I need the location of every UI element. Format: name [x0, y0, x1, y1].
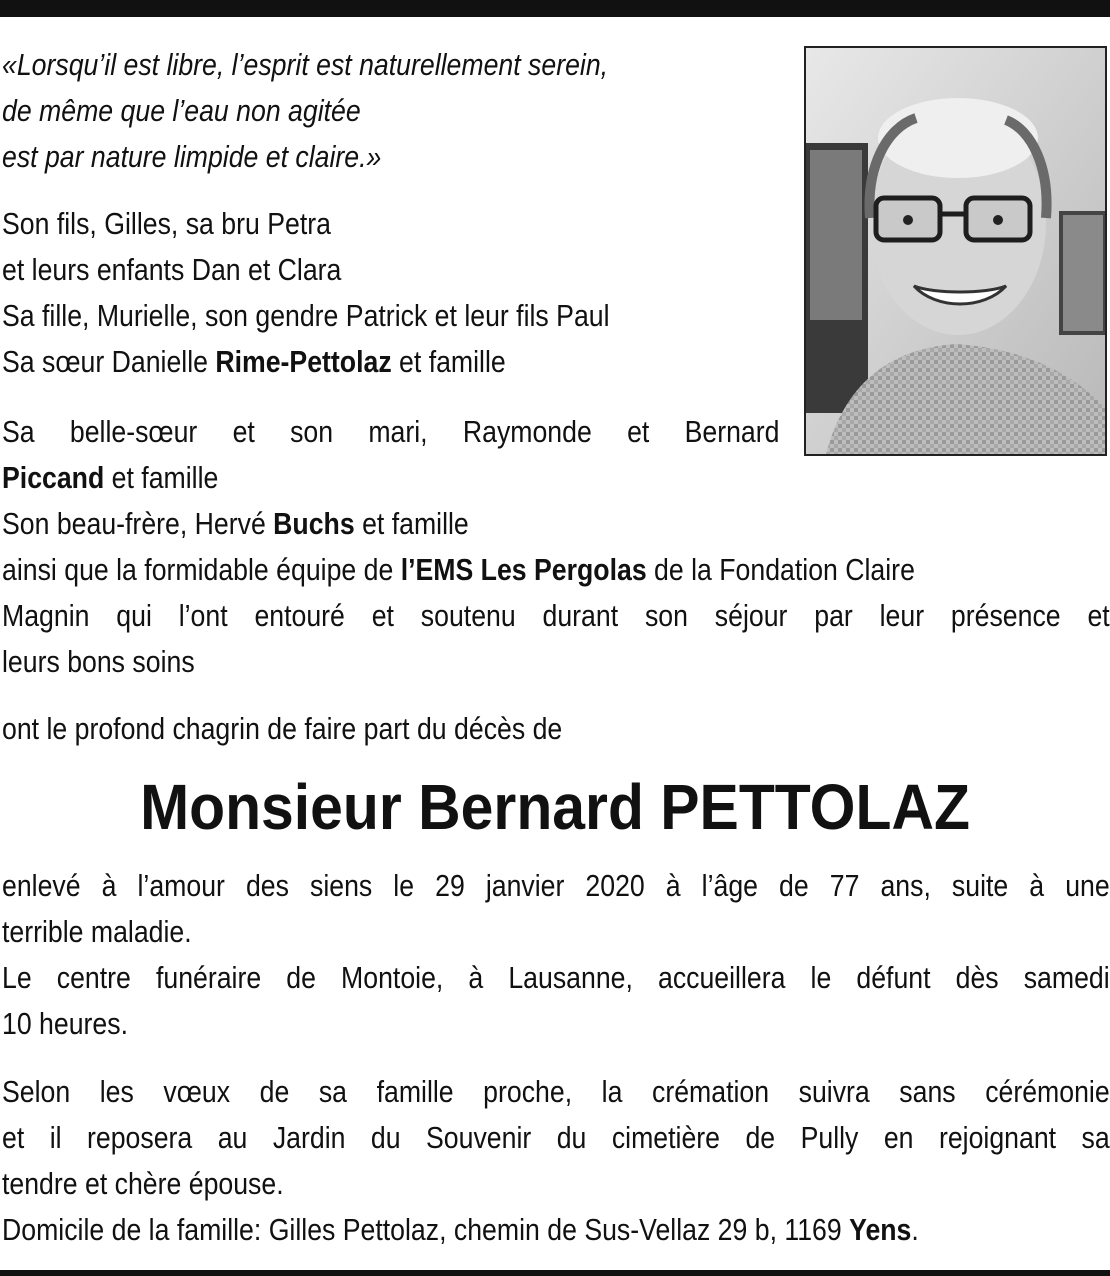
text-segment: Sa sœur Danielle [2, 344, 216, 379]
town-bold: Yens [849, 1212, 912, 1247]
family-line: et leurs enfants Dan et Clara [2, 252, 342, 287]
portrait-photo [804, 46, 1107, 456]
details-line: 10 heures. [2, 1006, 128, 1041]
deceased-name: Monsieur Bernard PETTOLAZ [140, 771, 970, 843]
text-segment: et famille [104, 460, 219, 495]
family-line: leurs bons soins [2, 644, 195, 679]
text-segment: Son beau-frère, Hervé [2, 506, 274, 541]
surname-bold: Buchs [273, 506, 355, 541]
bottom-rule [0, 1270, 1110, 1276]
family-line: Sa fille, Murielle, son gendre Patrick et leur fils Paul [2, 298, 610, 333]
details-line: terrible maladie. [2, 914, 192, 949]
details-line: tendre et chère épouse. [2, 1166, 284, 1201]
surname-bold: Piccand [2, 460, 105, 495]
quote-line-2: de même que l’eau non agitée [2, 93, 361, 128]
details-line: enlevé à l’amour des siens le 29 janvier 2020 à l’âge de 77 ans, suite à une [2, 868, 1110, 903]
family-line: Magnin qui l’ont entouré et soutenu durant son séjour par leur présence et [2, 598, 1110, 633]
quote-line-1: «Lorsqu’il est libre, l’esprit est naturellement serein, [2, 47, 609, 82]
family-line [2, 339, 506, 385]
surname-bold: Rime-Pettolaz [215, 344, 392, 379]
institution-bold: l’EMS Les Pergolas [400, 552, 647, 587]
text-segment: et famille [354, 506, 469, 541]
family-line [2, 501, 469, 547]
family-line [2, 547, 915, 593]
family-address [2, 1207, 919, 1253]
text-segment: ainsi que la formidable équipe de [2, 552, 401, 587]
text-segment: de la Fondation Claire [646, 552, 915, 587]
details-line: Selon les vœux de sa famille proche, la crémation suivra sans cérémonie [2, 1074, 1110, 1109]
family-line: Sa belle-sœur et son mari, Raymonde et Bernard [2, 414, 780, 449]
details-line: Le centre funéraire de Montoie, à Lausanne, accueillera le défunt dès samedi [2, 960, 1110, 995]
text-segment: et famille [391, 344, 506, 379]
portrait-illustration [806, 48, 1105, 454]
family-line: Son fils, Gilles, sa bru Petra [2, 206, 331, 241]
details-line: et il reposera au Jardin du Souvenir du cimetière de Pully en rejoignant sa [2, 1120, 1110, 1155]
top-rule [0, 0, 1110, 17]
text-segment: Domicile de la famille: Gilles Pettolaz, chemin de Sus-Vellaz 29 b, 1169 [2, 1212, 850, 1247]
text-segment: . [911, 1212, 919, 1247]
quote-line-3: est par nature limpide et claire.» [2, 139, 382, 174]
family-line [2, 455, 218, 501]
announcement-text: ont le profond chagrin de faire part du décès de [2, 711, 563, 746]
